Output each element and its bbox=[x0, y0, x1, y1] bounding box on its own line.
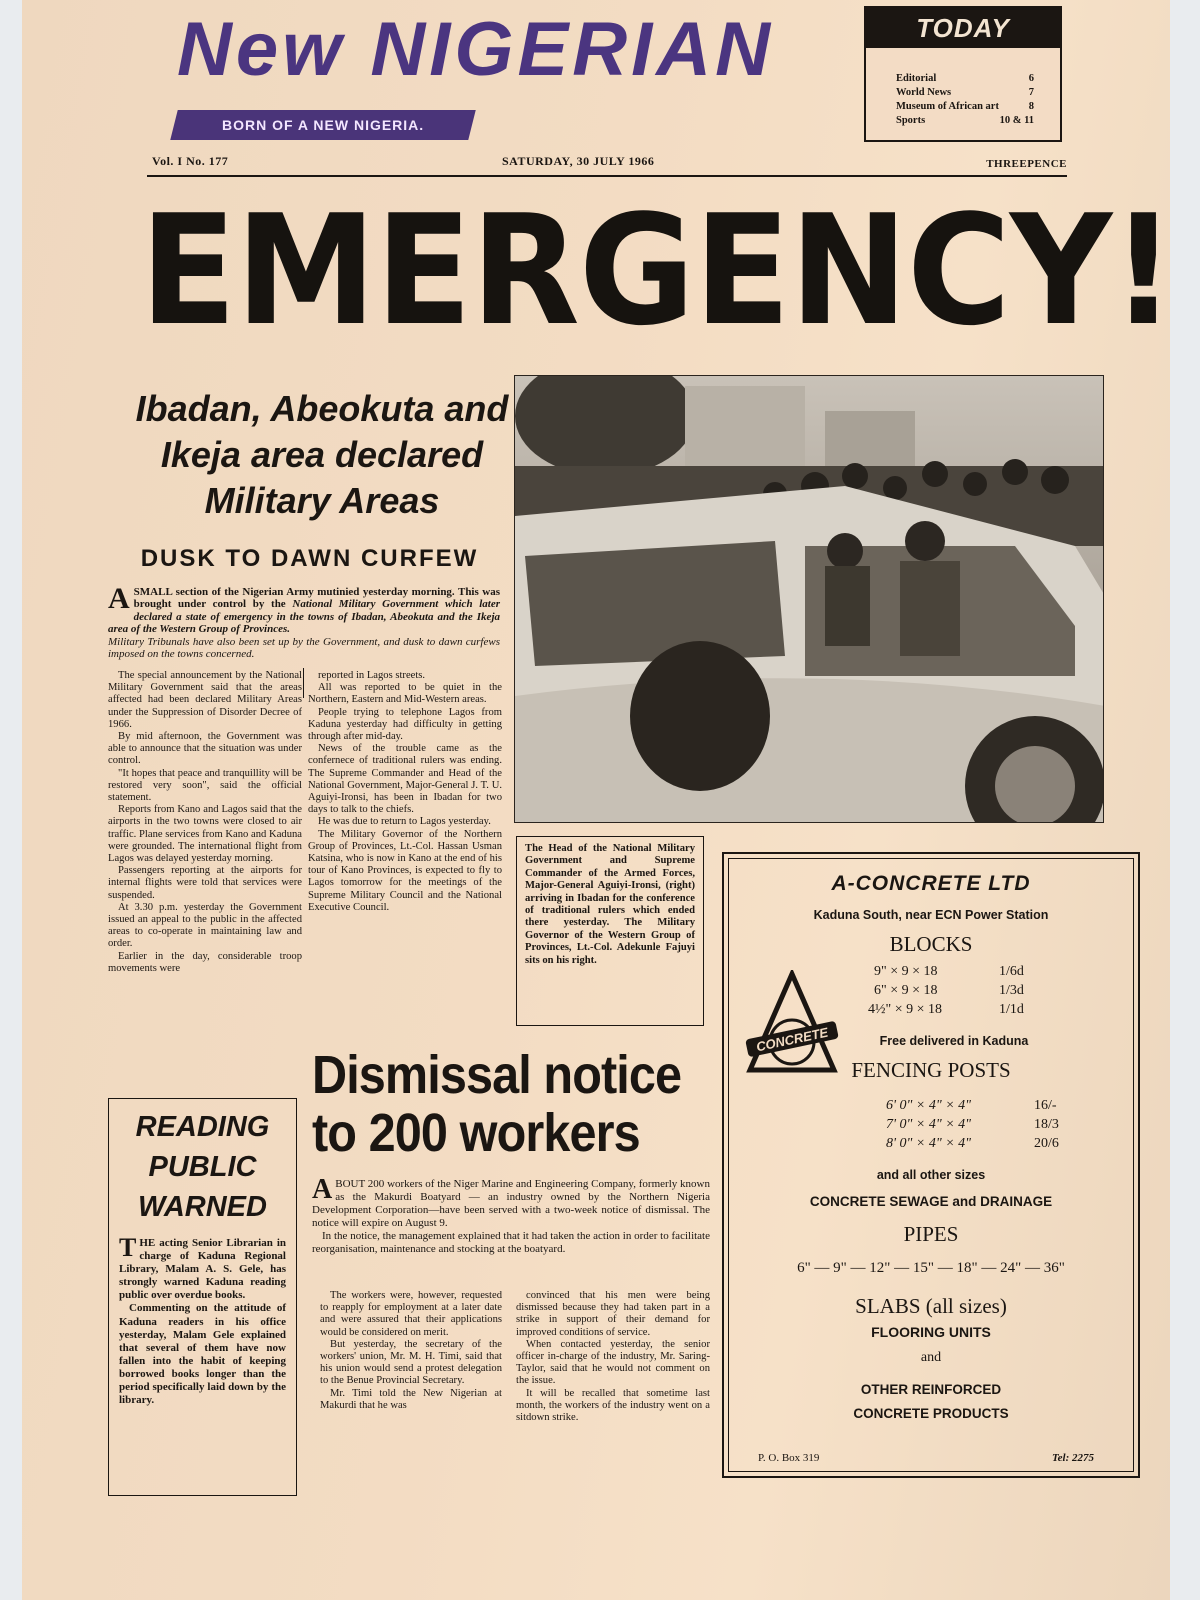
reading-headline bbox=[119, 1107, 286, 1227]
tagline-text: BORN OF A NEW NIGERIA. bbox=[221, 117, 425, 133]
paragraph: Reports from Kano and Lagos said that the airports in the two towns were closed to air traffic. Plane services from Kano and Kaduna were grounded. The international flight from Lagos was delayed yesterday morning. bbox=[108, 804, 302, 865]
free-delivery: Free delivered in Kaduna bbox=[879, 1034, 1029, 1048]
today-item[interactable] bbox=[866, 114, 1060, 128]
paragraph: But yesterday, the secretary of the workers' union, Mr. M. H. Timi, said that his union would send a protest delegation to the Benue Provincial Secretary. bbox=[320, 1338, 502, 1387]
photo-caption: The Head of the National Military Government and Supreme Commander of the Armed Forces, Major-General Aguiyi-Ironsi, (right) arriving in Ibadan for the conference of traditional rulers which ended there yesterday. The Military Governor of the Western Group of Provinces, Lt.-Col. Adekunle Fajuyi sits on his right. bbox=[516, 836, 704, 1026]
posts-heading: FENCING POSTS bbox=[851, 1058, 1011, 1082]
today-item[interactable] bbox=[866, 72, 1060, 86]
concrete-advert bbox=[722, 852, 1140, 1478]
subhead-line: Military Areas bbox=[204, 480, 440, 521]
lead-bold-text: SMALL section of the Nigerian Army mutinied yesterday morning. This was brought under control by the bbox=[133, 586, 500, 611]
issue-date: SATURDAY, 30 JULY 1966 bbox=[502, 154, 655, 168]
telephone: Tel: 2275 bbox=[1051, 1452, 1094, 1464]
block-size: 4½" × 9 × 18 bbox=[868, 1002, 943, 1017]
paragraph: The special announcement by the National Military Government said that the areas affected had been declared Military Areas under the Suppression of Disorder Decree of 1966. bbox=[108, 670, 302, 730]
post-price: 20/6 bbox=[1034, 1136, 1059, 1151]
block-price: 1/3d bbox=[999, 983, 1024, 998]
dismissal-headline bbox=[312, 1045, 682, 1170]
today-item-page: 10 & 11 bbox=[999, 115, 1034, 126]
paragraph: Earlier in the day, considerable troop movements were bbox=[108, 950, 302, 974]
today-item-page: 8 bbox=[1028, 101, 1034, 112]
pipe-sizes: 6" — 9" — 12" — 15" — 18" — 24" — 36" bbox=[797, 1260, 1065, 1276]
lead-column-1 bbox=[108, 670, 302, 1088]
today-item[interactable] bbox=[866, 86, 1060, 100]
drop-cap: A bbox=[108, 582, 130, 615]
paragraph: convinced that his men were being dismissed because they had taken part in a strike in support of their demand for improved conditions of service. bbox=[516, 1290, 710, 1338]
paragraph: He was due to return to Lagos yesterday. bbox=[318, 816, 491, 828]
drop-cap: T bbox=[119, 1233, 137, 1262]
blocks-heading: BLOCKS bbox=[889, 932, 973, 956]
volume-number: Vol. I No. 177 bbox=[152, 154, 229, 168]
lead-subhead bbox=[132, 386, 512, 536]
paragraph: BOUT 200 workers of the Niger Marine and Engineering Company, formerly known as the Makurdi Boatyard — an industry owned by the Northern Nigeria Development Corporation—have been served with a two-week notice of dismissal. The notice will expire on August 9. bbox=[312, 1178, 710, 1229]
headline-line: PUBLIC bbox=[148, 1151, 257, 1183]
dismissal-column-1 bbox=[320, 1290, 502, 1490]
lead-paragraph bbox=[108, 582, 501, 670]
post-size: 7' 0" × 4" × 4" bbox=[886, 1117, 972, 1132]
lead-column-2 bbox=[308, 670, 502, 1030]
issue-price: THREEPENCE bbox=[986, 158, 1067, 170]
paragraph: People trying to telephone Lagos from Kaduna yesterday had difficulty in getting through after mid-day. bbox=[308, 706, 502, 743]
subhead-line: Ibadan, Abeokuta and bbox=[135, 388, 509, 429]
flooring-units: FLOORING UNITS bbox=[871, 1324, 991, 1340]
reading-story-box bbox=[108, 1098, 297, 1496]
today-item[interactable] bbox=[866, 100, 1060, 114]
paragraph: Mr. Timi told the New Nigerian at Makurdi that he was bbox=[320, 1387, 502, 1411]
logo-text: CONCRETE bbox=[754, 1024, 830, 1055]
today-list bbox=[866, 48, 1060, 128]
masthead-title: New NIGERIAN bbox=[177, 7, 774, 92]
headline-line: WARNED bbox=[138, 1191, 267, 1223]
po-box: P. O. Box 319 bbox=[758, 1452, 820, 1464]
today-heading: TODAY bbox=[866, 8, 1060, 48]
other-sizes: and all other sizes bbox=[876, 1168, 986, 1182]
paragraph: The Military Governor of the Northern Group of Provinces, Lt.-Col. Hassan Usman Katsina, who is now in Kano at the end of his tour of Kano Provinces, is expected to fly to Lagos tomorrow for the meetings of the Supreme Military Council and the National Executive Council. bbox=[308, 828, 502, 913]
lead-italic-text: National Military Government which later declared a state of emergency in the towns of Ibadan, Abeokuta and the Ikeja area of the Western Group of Provinces. bbox=[108, 598, 501, 635]
column-divider bbox=[303, 668, 304, 698]
paragraph: In the notice, the management explained that it had taken the action in order to facilitate reorganisation, maintenance and stocking at the boatyard. bbox=[312, 1230, 710, 1255]
block-size: 6" × 9 × 18 bbox=[874, 983, 938, 998]
photo-illustration bbox=[515, 376, 1104, 823]
advert-company: A-CONCRETE LTD bbox=[831, 872, 1031, 895]
post-price: 18/3 bbox=[1034, 1117, 1059, 1132]
dismissal-lead bbox=[312, 1174, 710, 1284]
paragraph: HE acting Senior Librarian in charge of Kaduna Regional Library, Malam A. S. Gele, has strongly warned Kaduna reading public over overdue books. bbox=[119, 1237, 286, 1302]
newspaper-page bbox=[22, 0, 1175, 1600]
paragraph: It will be recalled that sometime last month, the workers of the industry went on a sitdown strike. bbox=[516, 1387, 710, 1424]
today-item-page: 7 bbox=[1028, 87, 1034, 98]
paragraph: Commenting on the attitude of Kaduna readers in his office yesterday, Malam Gele explained that several of them have now fallen into the habit of keeping borrowed books longer than the period specifically laid down by the library. bbox=[119, 1302, 286, 1407]
and-text: and bbox=[920, 1350, 942, 1365]
today-item-label: Museum of African art bbox=[896, 101, 999, 112]
block-price: 1/1d bbox=[999, 1002, 1024, 1017]
other-products-line2: CONCRETE PRODUCTS bbox=[853, 1406, 1009, 1421]
headline-line: READING bbox=[135, 1111, 270, 1143]
dismissal-column-2 bbox=[516, 1290, 710, 1490]
paragraph: By mid afternoon, the Government was able to announce that the situation was under control. bbox=[108, 731, 302, 767]
masthead-tagline bbox=[170, 110, 475, 140]
headline-line: to 200 workers bbox=[312, 1103, 640, 1163]
slabs-heading: SLABS (all sizes) bbox=[855, 1294, 1007, 1318]
paragraph: At 3.30 p.m. yesterday the Government issued an appeal to the public in the affected areas to co-operate in maintaining law and order. bbox=[108, 901, 302, 950]
today-item-label: World News bbox=[896, 87, 952, 98]
news-photo bbox=[514, 375, 1104, 823]
pipes-heading: PIPES bbox=[903, 1222, 959, 1246]
advert-location: Kaduna South, near ECN Power Station bbox=[813, 908, 1049, 922]
today-item-label: Sports bbox=[896, 115, 926, 126]
other-products-line1: OTHER REINFORCED bbox=[860, 1382, 1002, 1397]
paragraph: All was reported to be quiet in the Northern, Eastern and Mid-Western areas. bbox=[308, 682, 502, 706]
paragraph: reported in Lagos streets. bbox=[318, 670, 426, 681]
main-headline: EMERGENCY! bbox=[140, 182, 1175, 359]
paragraph: Passengers reporting at the airports for internal flights were told that services were suspended. bbox=[108, 865, 302, 901]
post-size: 6' 0" × 4" × 4" bbox=[886, 1098, 972, 1113]
headline-line: Dismissal notice bbox=[312, 1045, 682, 1105]
subhead-line: Ikeja area declared bbox=[160, 434, 484, 475]
today-item-label: Editorial bbox=[896, 73, 937, 84]
sewage-line: CONCRETE SEWAGE and DRAINAGE bbox=[809, 1194, 1053, 1209]
curfew-kicker: DUSK TO DAWN CURFEW bbox=[140, 545, 479, 572]
paragraph: "It hopes that peace and tranquillity will be restored very soon", said the official statement. bbox=[108, 767, 302, 804]
reading-body bbox=[119, 1233, 286, 1407]
post-price: 16/- bbox=[1034, 1098, 1057, 1113]
today-index-box bbox=[864, 6, 1062, 142]
today-item-page: 6 bbox=[1028, 73, 1034, 84]
paragraph: The workers were, however, requested to reapply for employment at a later date and were assured that their applications would be considered on merit. bbox=[320, 1290, 502, 1338]
lead-sub-text: Military Tribunals have also been set up by the Government, and dusk to dawn curfews imposed on the towns concerned. bbox=[108, 636, 500, 661]
paragraph: News of the trouble came as the confernece of traditional rulers was ending. The Supreme Commander and Head of the National Government, Major-General J. T. U. Aguiyi-Ironsi, has been in Ibadan for two days to talk to the chiefs. bbox=[308, 743, 502, 816]
drop-cap: A bbox=[312, 1174, 333, 1205]
dateline bbox=[152, 152, 1067, 172]
block-size: 9" × 9 × 18 bbox=[874, 964, 938, 979]
block-price: 1/6d bbox=[999, 964, 1024, 979]
post-size: 8' 0" × 4" × 4" bbox=[886, 1136, 972, 1151]
paragraph: When contacted yesterday, the senior officer in-charge of the industry, Mr. Saring-Taylor, said that he would not comment on the issue. bbox=[516, 1338, 710, 1387]
